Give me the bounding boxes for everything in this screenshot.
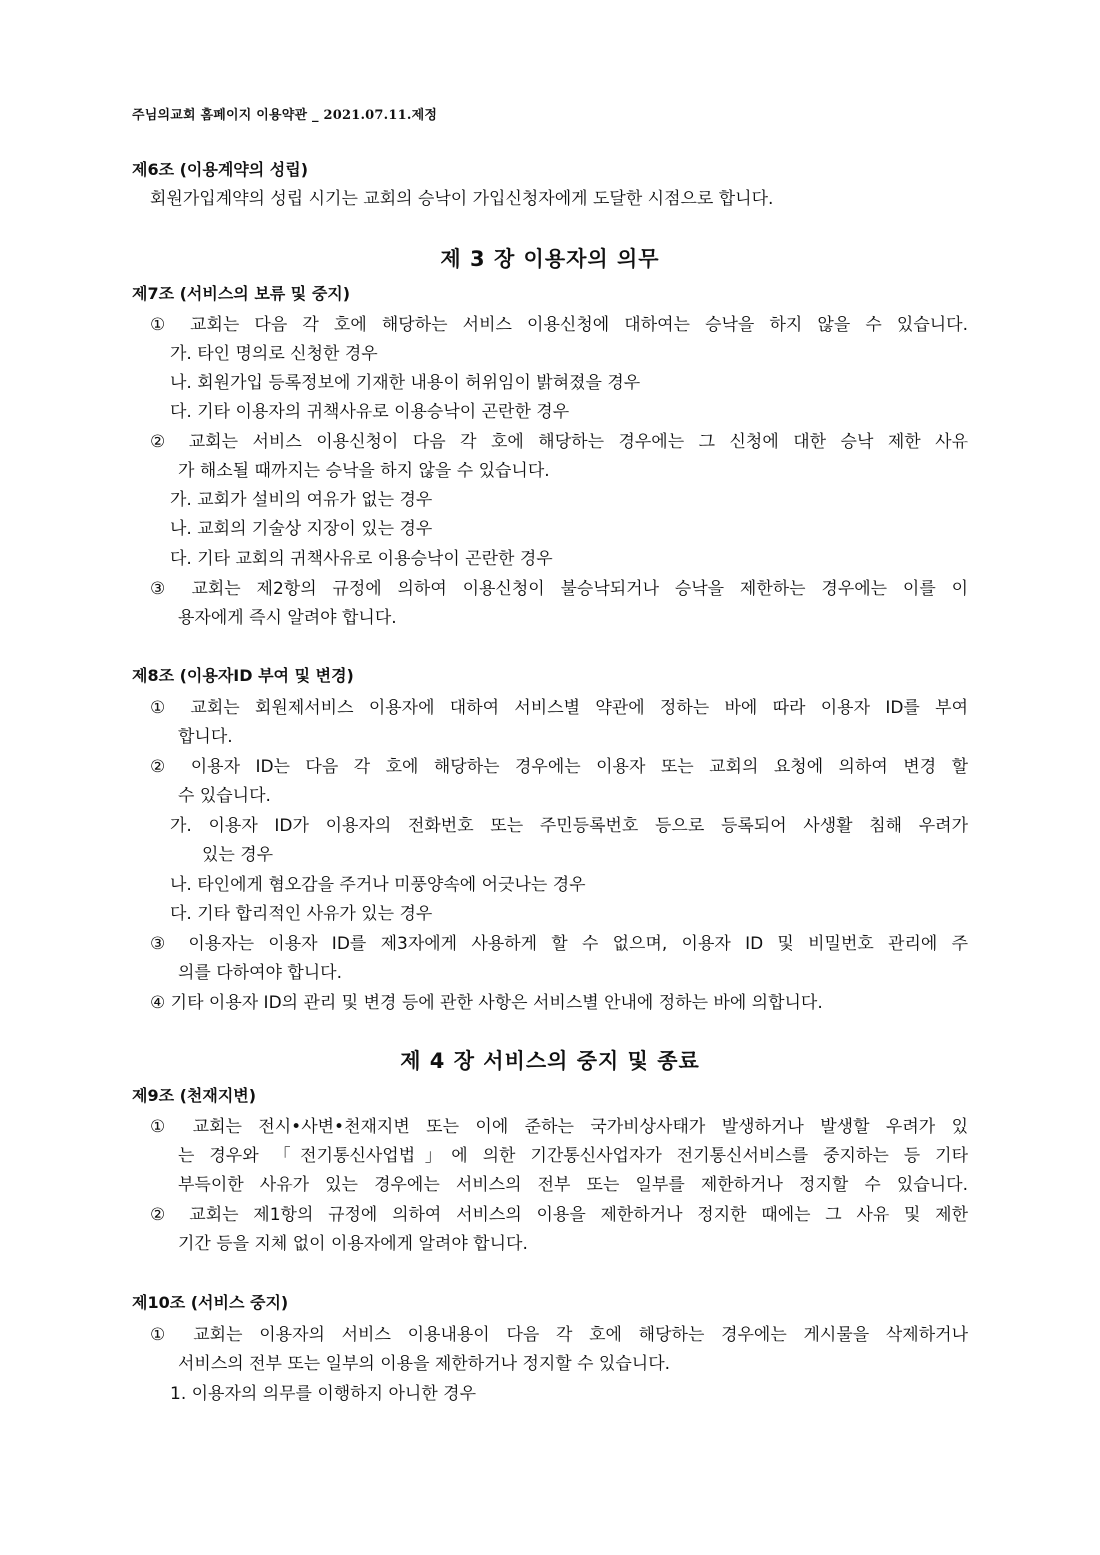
article-10-item: 1. 이용자의 의무를 이행하지 아니한 경우 (170, 1384, 476, 1404)
article-8-paragraph-2: ② 이용자 ID는 다음 각 호에 해당하는 경우에는 이용자 또는 교회의 요청에 의하여 변경 할 (150, 757, 968, 777)
article-9-title: 제9조 (천재지변) (132, 1086, 257, 1105)
article-8-item-cont: 있는 경우 (202, 845, 274, 865)
article-10-paragraph-1-cont: 서비스의 전부 또는 일부의 이용을 제한하거나 정지할 수 있습니다. (178, 1354, 671, 1374)
article-9-paragraph-2: ② 교회는 제1항의 규정에 의하여 서비스의 이용을 제한하거나 정지한 때에는 그 사유 및 제한 (150, 1205, 968, 1225)
article-8-paragraph-1-cont: 합니다. (178, 727, 233, 747)
article-7-item: 가. 교회가 설비의 여유가 없는 경우 (170, 490, 433, 510)
article-8-paragraph-2-cont: 수 있습니다. (178, 786, 271, 806)
article-6-title: 제6조 (이용계약의 성립) (132, 160, 309, 179)
chapter-3-heading: 제 3 장 이용자의 의무 (440, 247, 660, 271)
article-6-body: 회원가입계약의 성립 시기는 교회의 승낙이 가입신청자에게 도달한 시점으로 합니다. (150, 189, 774, 209)
article-7-paragraph-2-cont: 가 해소될 때까지는 승낙을 하지 않을 수 있습니다. (178, 461, 550, 481)
article-7-paragraph-3-cont: 용자에게 즉시 알려야 합니다. (178, 608, 397, 628)
article-7-item: 가. 타인 명의로 신청한 경우 (170, 344, 378, 364)
article-8-paragraph-4: ④ 기타 이용자 ID의 관리 및 변경 등에 관한 사항은 서비스별 안내에 정하는 바에 의합니다. (150, 993, 823, 1013)
article-7-paragraph-1: ① 교회는 다음 각 호에 해당하는 서비스 이용신청에 대하여는 승낙을 하지 않을 수 있습니다. (150, 315, 968, 335)
article-7-item: 나. 회원가입 등록정보에 기재한 내용이 허위임이 밝혀졌을 경우 (170, 373, 641, 393)
article-8-item: 다. 기타 합리적인 사유가 있는 경우 (170, 904, 433, 924)
article-7-item: 다. 기타 교회의 귀책사유로 이용승낙이 곤란한 경우 (170, 549, 553, 569)
article-7-paragraph-3: ③ 교회는 제2항의 규정에 의하여 이용신청이 불승낙되거나 승낙을 제한하는 경우에는 이를 이 (150, 579, 968, 599)
article-8-paragraph-3: ③ 이용자는 이용자 ID를 제3자에게 사용하게 할 수 없으며, 이용자 ID 및 비밀번호 관리에 주 (150, 934, 968, 954)
article-7-paragraph-2: ② 교회는 서비스 이용신청이 다음 각 호에 해당하는 경우에는 그 신청에 대한 승낙 제한 사유 (150, 432, 968, 452)
article-8-item: 가. 이용자 ID가 이용자의 전화번호 또는 주민등록번호 등으로 등록되어 사생활 침해 우려가 (170, 816, 968, 836)
article-7-title: 제7조 (서비스의 보류 및 중지) (132, 284, 351, 303)
chapter-4-heading: 제 4 장 서비스의 중지 및 종료 (400, 1049, 700, 1073)
document-header: 주님의교회 홈페이지 이용약관 _ 2021.07.11.제정 (132, 108, 438, 123)
article-7-item: 나. 교회의 기술상 지장이 있는 경우 (170, 519, 433, 539)
article-8-item: 나. 타인에게 혐오감을 주거나 미풍양속에 어긋나는 경우 (170, 875, 586, 895)
article-10-title: 제10조 (서비스 중지) (132, 1293, 289, 1312)
article-10-paragraph-1: ① 교회는 이용자의 서비스 이용내용이 다음 각 호에 해당하는 경우에는 게시물을 삭제하거나 (150, 1325, 968, 1345)
article-9-paragraph-2-cont: 기간 등을 지체 없이 이용자에게 알려야 합니다. (178, 1234, 528, 1254)
article-8-title: 제8조 (이용자ID 부여 및 변경) (132, 666, 354, 685)
article-9-paragraph-1: ① 교회는 전시•사변•천재지변 또는 이에 준하는 국가비상사태가 발생하거나 발생할 우려가 있 (150, 1117, 968, 1137)
article-8-paragraph-3-cont: 의를 다하여야 합니다. (178, 963, 343, 983)
article-7-item: 다. 기타 이용자의 귀책사유로 이용승낙이 곤란한 경우 (170, 402, 570, 422)
article-9-paragraph-1-cont: 는 경우와 「전기통신사업법」에 의한 기간통신사업자가 전기통신서비스를 중지하는 등 기타 (178, 1146, 968, 1166)
article-9-paragraph-1-cont: 부득이한 사유가 있는 경우에는 서비스의 전부 또는 일부를 제한하거나 정지할 수 있습니다. (178, 1175, 968, 1195)
article-8-paragraph-1: ① 교회는 회원제서비스 이용자에 대하여 서비스별 약관에 정하는 바에 따라 이용자 ID를 부여 (150, 698, 968, 718)
